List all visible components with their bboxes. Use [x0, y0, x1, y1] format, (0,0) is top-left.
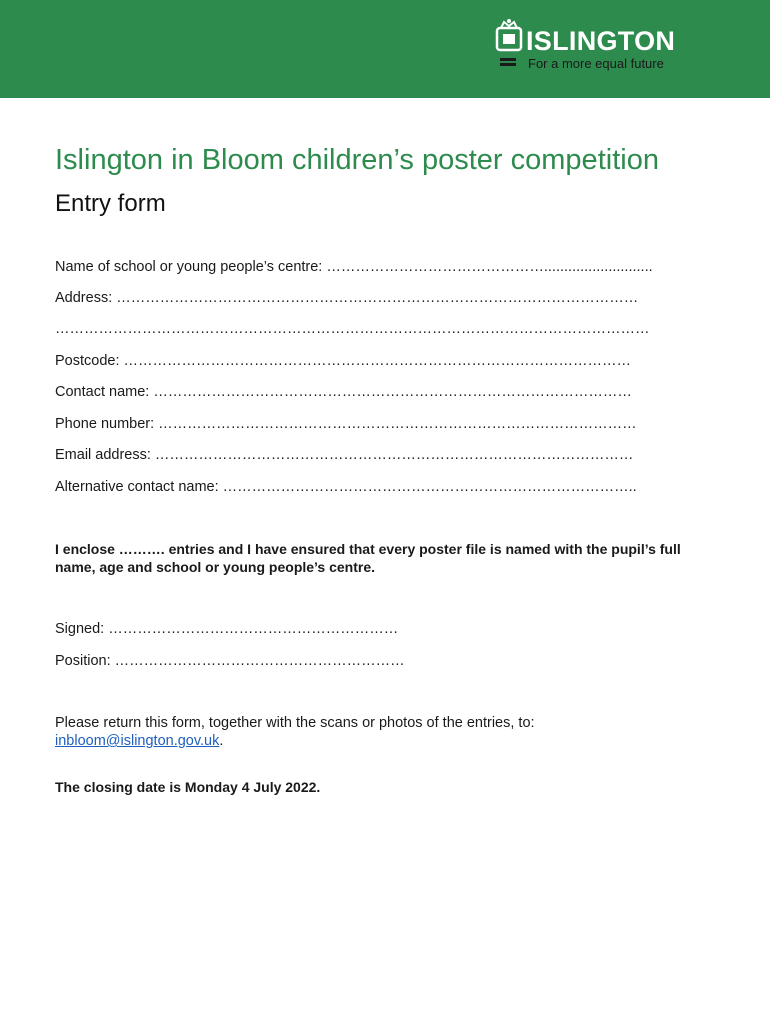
return-suffix: . — [219, 733, 224, 749]
address-field[interactable]: Address: ……………………………………………………………………………………………… — [55, 290, 639, 306]
address-line-2-field[interactable]: …………………………………………………………………………………………………………… — [55, 321, 650, 337]
return-email-link[interactable]: inbloom@islington.gov.uk — [55, 733, 220, 749]
email-address-field[interactable]: Email address: ……………………………………………………………………………………… — [55, 447, 634, 463]
crest-icon — [492, 18, 526, 54]
header-banner — [0, 0, 770, 98]
closing-date: The closing date is Monday 4 July 2022. — [55, 779, 321, 795]
signed-field[interactable]: Signed: …………………………………………………… — [55, 621, 399, 637]
islington-logo — [492, 16, 702, 76]
alternative-contact-field[interactable]: Alternative contact name: ………………………………………………………………………….. — [55, 479, 637, 495]
enclose-statement: I enclose ………. entries and I have ensured that every poster file is named with the pupil’s full name, age and school or young people’s centre. — [55, 541, 681, 575]
phone-number-field[interactable]: Phone number: ……………………………………………………………………………………… — [55, 416, 637, 432]
postcode-field[interactable]: Postcode: …………………………………………………………………………………………… — [55, 353, 632, 369]
school-name-field[interactable]: Name of school or young people’s centre: ………………………………………........................... — [55, 259, 653, 275]
return-instructions — [55, 714, 705, 750]
logo-bars-icon — [500, 58, 516, 70]
contact-name-field[interactable]: Contact name: ……………………………………………………………………………………… — [55, 384, 632, 400]
page-title: Islington in Bloom children’s poster competition — [55, 144, 659, 176]
return-text: Please return this form, together with the scans or photos of the entries, to: — [55, 715, 535, 731]
logo-tagline: For a more equal future — [528, 56, 664, 71]
position-field[interactable]: Position: …………………………………………………… — [55, 653, 405, 669]
page-subtitle: Entry form — [55, 190, 166, 217]
logo-wordmark: ISLINGTON — [526, 26, 676, 56]
